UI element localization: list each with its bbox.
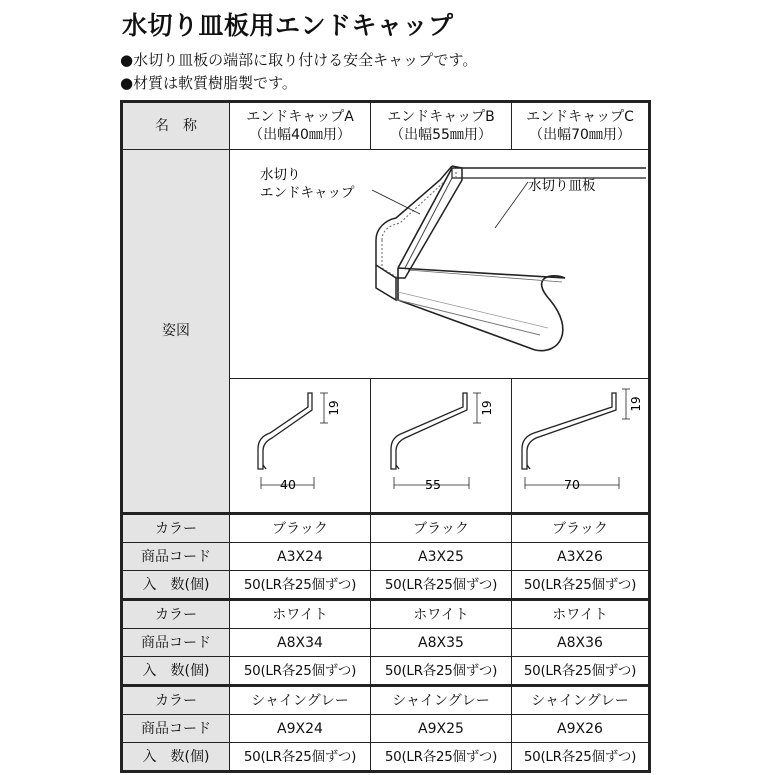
profile-a-height: 19 [327, 400, 341, 416]
note-material: ●材質は軟質樹脂製です。 [120, 74, 297, 92]
code-label: 商品コード [122, 715, 230, 743]
profile-b-height: 19 [480, 400, 494, 416]
table-row [122, 600, 650, 629]
profile-a-drawing [230, 379, 370, 512]
qty-cell: 50(LR各25個ずつ) [230, 743, 371, 772]
page-title: 水切り皿板用エンドキャップ [122, 11, 454, 40]
name-header: 名 称 [122, 102, 230, 150]
profile-c-width: 70 [564, 477, 580, 492]
callout-endcap-line1: 水切り [260, 167, 301, 183]
code-cell: A8X35 [371, 629, 512, 657]
table-row [122, 543, 650, 571]
code-cell: A9X26 [512, 715, 650, 743]
profile-b-drawing [371, 379, 511, 512]
product-b-width: （出幅55㎜用） [390, 127, 492, 143]
code-cell: A3X25 [371, 543, 512, 571]
product-a-name: エンドキャップA [246, 109, 354, 125]
product-c-width: （出幅70㎜用） [529, 127, 631, 143]
color-cell: シャイングレー [230, 686, 371, 715]
code-cell: A9X24 [230, 715, 371, 743]
qty-cell: 50(LR各25個ずつ) [371, 657, 512, 686]
qty-label: 入 数(個) [122, 743, 230, 772]
color-label: カラー [122, 686, 230, 715]
profile-c-cell [512, 379, 650, 514]
qty-label: 入 数(個) [122, 657, 230, 686]
color-label: カラー [122, 600, 230, 629]
profile-a-width: 40 [280, 477, 296, 492]
code-cell: A3X26 [512, 543, 650, 571]
qty-cell: 50(LR各25個ずつ) [512, 571, 650, 600]
table-row [122, 743, 650, 772]
code-cell: A3X24 [230, 543, 371, 571]
product-c-header [512, 102, 650, 150]
color-cell: ホワイト [512, 600, 650, 629]
callout-sill: 水切り皿板 [528, 178, 596, 194]
code-cell: A9X25 [371, 715, 512, 743]
color-label: カラー [122, 514, 230, 543]
table-row [122, 629, 650, 657]
product-a-header [230, 102, 371, 150]
code-cell: A8X36 [512, 629, 650, 657]
qty-cell: 50(LR各25個ずつ) [230, 571, 371, 600]
table-row [122, 686, 650, 715]
assembly-figure [230, 150, 650, 379]
profile-b-cell [371, 379, 512, 514]
qty-cell: 50(LR各25個ずつ) [230, 657, 371, 686]
product-b-header [371, 102, 512, 150]
profile-c-drawing [512, 379, 648, 512]
assembly-drawing [230, 150, 646, 378]
color-cell: ホワイト [371, 600, 512, 629]
color-cell: ブラック [371, 514, 512, 543]
color-cell: ホワイト [230, 600, 371, 629]
profile-c-height: 19 [629, 396, 643, 412]
product-a-width: （出幅40㎜用） [249, 127, 351, 143]
table-row [122, 514, 650, 543]
color-cell: シャイングレー [512, 686, 650, 715]
product-c-name: エンドキャップC [526, 109, 634, 125]
qty-cell: 50(LR各25個ずつ) [371, 571, 512, 600]
spec-table [120, 100, 651, 773]
profile-a-cell [230, 379, 371, 514]
code-label: 商品コード [122, 543, 230, 571]
table-row [122, 715, 650, 743]
color-cell: シャイングレー [371, 686, 512, 715]
product-b-name: エンドキャップB [387, 109, 495, 125]
table-row [122, 571, 650, 600]
qty-cell: 50(LR各25個ずつ) [512, 657, 650, 686]
qty-cell: 50(LR各25個ずつ) [512, 743, 650, 772]
note-safety: ●水切り皿板の端部に取り付ける安全キャップです。 [120, 51, 478, 69]
code-cell: A8X34 [230, 629, 371, 657]
code-label: 商品コード [122, 629, 230, 657]
figure-label: 姿図 [122, 150, 230, 514]
table-row [122, 657, 650, 686]
qty-label: 入 数(個) [122, 571, 230, 600]
callout-endcap-line2: エンドキャップ [260, 185, 355, 201]
profile-b-width: 55 [425, 477, 441, 492]
qty-cell: 50(LR各25個ずつ) [371, 743, 512, 772]
color-cell: ブラック [230, 514, 371, 543]
color-cell: ブラック [512, 514, 650, 543]
